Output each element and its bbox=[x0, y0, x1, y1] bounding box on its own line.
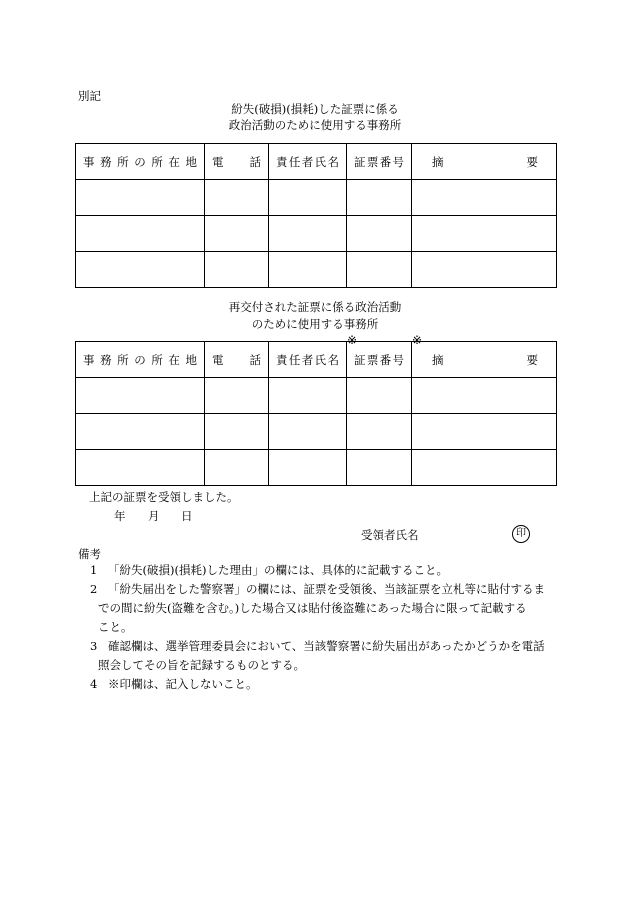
table2-title-line2: のために使用する事務所 bbox=[251, 317, 379, 331]
header-char: 号 bbox=[392, 352, 404, 367]
header-char: 名 bbox=[327, 154, 339, 169]
receipt-statement: 上記の証票を受領しました。 bbox=[89, 490, 239, 504]
empty-cell[interactable] bbox=[412, 216, 557, 252]
table1-title-line2: 政治活動のために使用する事務所 bbox=[228, 118, 402, 132]
header-char: 任 bbox=[288, 352, 301, 367]
empty-cell[interactable] bbox=[347, 180, 412, 216]
remark-line: 照会してその旨を記録するものとする。 bbox=[98, 658, 305, 672]
remark-line: こと。 bbox=[98, 620, 133, 634]
header-char: 氏 bbox=[314, 352, 327, 367]
receiver-name-label: 受領者氏名 bbox=[361, 528, 419, 542]
empty-cell[interactable] bbox=[205, 450, 269, 486]
empty-cell[interactable] bbox=[269, 414, 347, 450]
header-label: 別記 bbox=[78, 89, 101, 103]
reissued-certificate-office-table bbox=[75, 333, 557, 486]
remark-number: 3 bbox=[90, 639, 98, 653]
empty-cell[interactable] bbox=[412, 252, 557, 288]
remark-number: 2 bbox=[90, 582, 98, 596]
empty-cell[interactable] bbox=[205, 378, 269, 414]
header-char: 地 bbox=[185, 154, 197, 169]
empty-cell[interactable] bbox=[347, 216, 412, 252]
header-char: 番 bbox=[379, 352, 392, 367]
header-char: 証 bbox=[354, 352, 366, 367]
header-char: 所 bbox=[151, 154, 163, 169]
remark-number: 1 bbox=[90, 563, 98, 577]
empty-cell[interactable] bbox=[76, 216, 205, 252]
empty-cell[interactable] bbox=[76, 252, 205, 288]
header-row bbox=[76, 144, 557, 180]
table1-title-line1: 紛失(破損)(損耗)した証票に係る bbox=[231, 102, 399, 116]
column-header bbox=[76, 342, 205, 378]
remarks-title: 備考 bbox=[78, 547, 101, 561]
empty-cell[interactable] bbox=[412, 180, 557, 216]
table-row bbox=[76, 216, 557, 252]
seal-mark: 印 bbox=[512, 525, 530, 543]
column-header bbox=[412, 333, 557, 378]
empty-cell[interactable] bbox=[269, 450, 347, 486]
empty-cell[interactable] bbox=[205, 414, 269, 450]
table-row bbox=[76, 180, 557, 216]
lost-certificate-office-table bbox=[75, 143, 557, 288]
header-char: 要 bbox=[526, 154, 538, 169]
header-char: の bbox=[134, 154, 146, 169]
remark-line: ※印欄は、記入しないこと。 bbox=[108, 677, 258, 691]
header-char: 事 bbox=[83, 352, 95, 367]
date-month-label: 月 bbox=[148, 509, 160, 523]
header-char: 任 bbox=[288, 154, 301, 169]
header-char: 所 bbox=[117, 154, 129, 169]
column-header bbox=[347, 333, 412, 378]
empty-cell[interactable] bbox=[347, 252, 412, 288]
header-char: の bbox=[134, 352, 146, 367]
table2-title-line1: 再交付された証票に係る政治活動 bbox=[228, 300, 402, 314]
column-header bbox=[269, 144, 347, 180]
empty-cell[interactable] bbox=[205, 252, 269, 288]
header-char: 在 bbox=[168, 154, 180, 169]
empty-cell[interactable] bbox=[269, 216, 347, 252]
column-header bbox=[76, 144, 205, 180]
date-day-label: 日 bbox=[181, 509, 193, 523]
header-char: 所 bbox=[151, 352, 163, 367]
header-char: 事 bbox=[83, 154, 95, 169]
remark-line: での間に紛失(盗難を含む。)した場合又は貼付後盗難にあった場合に限って記載する bbox=[98, 601, 527, 615]
header-char: 号 bbox=[392, 154, 404, 169]
header-char: 票 bbox=[366, 154, 379, 169]
header-char: 話 bbox=[249, 154, 261, 169]
empty-cell[interactable] bbox=[76, 414, 205, 450]
table-row bbox=[76, 450, 557, 486]
empty-cell[interactable] bbox=[412, 414, 557, 450]
header-char: 名 bbox=[327, 352, 339, 367]
column-header bbox=[205, 342, 269, 378]
header-char: 証 bbox=[354, 154, 366, 169]
header-char: 在 bbox=[168, 352, 180, 367]
remark-line: 「紛失(破損)(損耗)した理由」の欄には、具体的に記載すること。 bbox=[108, 563, 448, 577]
header-char: 摘 bbox=[432, 352, 444, 367]
empty-cell[interactable] bbox=[76, 180, 205, 216]
empty-cell[interactable] bbox=[347, 378, 412, 414]
column-header bbox=[205, 144, 269, 180]
table-row bbox=[76, 378, 557, 414]
excluded-field-mark: ※ bbox=[412, 333, 423, 347]
header-char: 番 bbox=[379, 154, 392, 169]
remark-number: 4 bbox=[90, 677, 98, 691]
header-char: 所 bbox=[117, 352, 129, 367]
empty-cell[interactable] bbox=[347, 450, 412, 486]
header-char: 責 bbox=[276, 154, 288, 169]
header-char: 電 bbox=[212, 352, 224, 367]
empty-cell[interactable] bbox=[412, 450, 557, 486]
empty-cell[interactable] bbox=[269, 378, 347, 414]
empty-cell[interactable] bbox=[269, 252, 347, 288]
column-header bbox=[412, 144, 557, 180]
header-char: 地 bbox=[185, 352, 197, 367]
header-row bbox=[76, 342, 557, 378]
header-char: 要 bbox=[526, 352, 538, 367]
empty-cell[interactable] bbox=[412, 378, 557, 414]
date-year-label: 年 bbox=[114, 509, 126, 523]
header-char: 話 bbox=[249, 352, 261, 367]
remark-line: 確認欄は、選挙管理委員会において、当該警察署に紛失届出があったかどうかを電話 bbox=[108, 639, 545, 653]
header-char: 責 bbox=[276, 352, 288, 367]
header-char: 票 bbox=[366, 352, 379, 367]
empty-cell[interactable] bbox=[205, 216, 269, 252]
header-char: 摘 bbox=[432, 154, 444, 169]
empty-cell[interactable] bbox=[76, 450, 205, 486]
header-char: 氏 bbox=[314, 154, 327, 169]
header-char: 者 bbox=[301, 154, 314, 169]
remark-line: 「紛失届出をした警察署」の欄には、証票を受領後、当該証票を立札等に貼付するま bbox=[108, 582, 545, 596]
header-char: 務 bbox=[100, 352, 112, 367]
header-char: 務 bbox=[100, 154, 112, 169]
empty-cell[interactable] bbox=[347, 414, 412, 450]
table-row bbox=[76, 252, 557, 288]
empty-cell[interactable] bbox=[205, 180, 269, 216]
header-char: 者 bbox=[301, 352, 314, 367]
table-row bbox=[76, 414, 557, 450]
excluded-field-mark: ※ bbox=[347, 333, 358, 347]
column-header bbox=[347, 144, 412, 180]
column-header bbox=[269, 342, 347, 378]
header-char: 電 bbox=[212, 154, 224, 169]
empty-cell[interactable] bbox=[269, 180, 347, 216]
empty-cell[interactable] bbox=[76, 378, 205, 414]
